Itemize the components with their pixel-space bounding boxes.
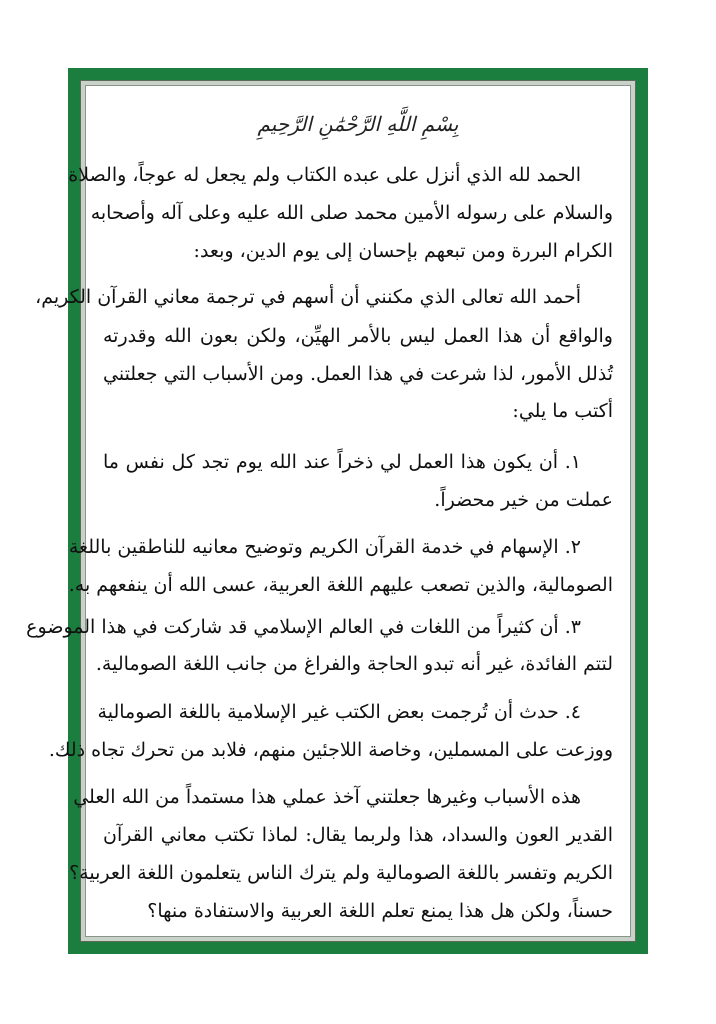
list-item-2-cont: الصومالية، والذين تصعب عليهم اللغة العربية، عسى الله أن ينفعهم به. xyxy=(68,574,613,596)
text-line: أحمد الله تعالى الذي مكنني أن أسهم في ترجمة معاني القرآن الكريم، xyxy=(35,286,581,308)
text-line: والواقع أن هذا العمل ليس بالأمر الهيِّن، ولكن بعون الله وقدرته xyxy=(103,325,613,347)
text-line: حسناً، ولكن هل هذا يمنع تعلم اللغة العربية والاستفادة منها؟ xyxy=(147,900,613,922)
list-item-4-cont: ووزعت على المسملين، وخاصة اللاجئين منهم، فلابد من تحرك تجاه ذلك. xyxy=(48,739,613,761)
list-item-4: ٤. حدث أن تُرجمت بعض الكتب غير الإسلامية باللغة الصومالية xyxy=(97,701,581,723)
list-item-3: ٣. أن كثيراً من اللغات في العالم الإسلامي قد شاركت في هذا الموضوع xyxy=(26,616,581,638)
text-line: والسلام على رسوله الأمين محمد صلى الله عليه وعلى آله وأصحابه xyxy=(90,202,613,224)
text-line: الحمد لله الذي أنزل على عبده الكتاب ولم يجعل له عوجاً، والصلاة xyxy=(68,164,581,186)
list-item-1-cont: عملت من خير محضراً. xyxy=(434,489,613,511)
basmala-header: بِسْمِ اللَّهِ الرَّحْمَٰنِ الرَّحِيمِ xyxy=(257,112,459,136)
text-line: تُذلل الأمور، لذا شرعت في هذا العمل. ومن الأسباب التي جعلتني xyxy=(103,363,613,385)
text-line: أكتب ما يلي: xyxy=(512,400,613,422)
list-item-1: ١. أن يكون هذا العمل لي ذخراً عند الله يوم تجد كل نفس ما xyxy=(103,451,581,473)
text-line: الكريم وتفسر باللغة الصومالية ولم يترك الناس يتعلمون اللغة العربية؟ xyxy=(69,862,613,884)
text-line: هذه الأسباب وغيرها جعلتني آخذ عملي هذا مستمداً من الله العلي xyxy=(73,786,581,808)
list-item-2: ٢. الإسهام في خدمة القرآن الكريم وتوضيح معانيه للناطقين باللغة xyxy=(68,536,581,558)
list-item-3-cont: لتتم الفائدة، غير أنه تبدو الحاجة والفراغ من جانب اللغة الصومالية. xyxy=(95,653,613,675)
text-line: الكرام البررة ومن تبعهم بإحسان إلى يوم الدين، وبعد: xyxy=(193,240,613,262)
text-line: القدير العون والسداد، هذا ولربما يقال: لماذا تكتب معاني القرآن xyxy=(103,824,613,846)
